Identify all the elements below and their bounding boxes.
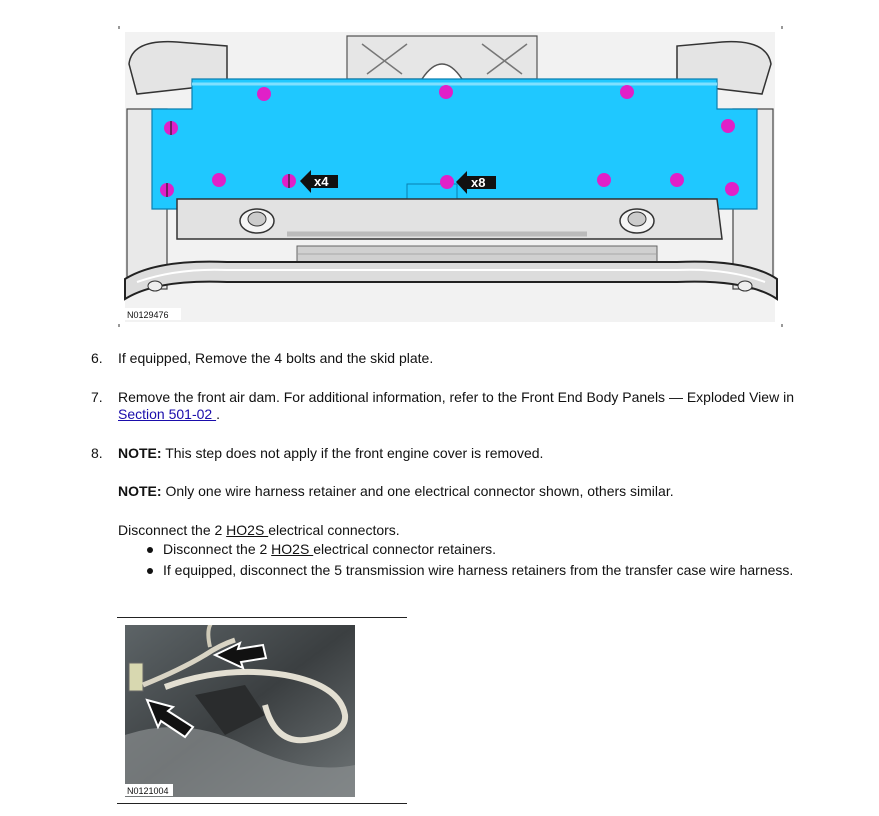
skid-plate-illustration [117, 24, 785, 329]
figure-1-id: N0129476 [127, 310, 169, 320]
figure-bottom-rule [117, 803, 407, 804]
step-text [118, 389, 808, 423]
substep-list [145, 541, 805, 579]
step-text-part: Remove the front air dam. For additional information, refer to the Front End Body Panels — Exploded View in [118, 389, 794, 405]
instruction-text: electrical connectors. [268, 522, 400, 538]
crossmember-bolt-right [620, 209, 654, 233]
instruction-text: Disconnect the 2 [118, 522, 227, 538]
substep-text: If equipped, disconnect the 5 transmission wire harness retainers from the transfer case wire harness. [163, 562, 794, 578]
figure-top-rule [117, 617, 407, 618]
bolt-marker [257, 87, 271, 101]
note-label: NOTE: [118, 445, 162, 461]
step-text-part: . [216, 406, 220, 422]
note-text: Only one wire harness retainer and one electrical connector shown, others similar. [161, 483, 674, 499]
step-text: If equipped, Remove the 4 bolts and the skid plate. [118, 350, 434, 366]
ho2s-abbreviation: HO2S [226, 522, 269, 538]
step-number: 6. [91, 350, 103, 366]
callout-x8-label: x8 [471, 175, 486, 190]
section-501-02-link[interactable]: Section 501-02 [118, 406, 217, 422]
bolt-marker [212, 173, 226, 187]
step-instruction [118, 522, 808, 539]
note-label: NOTE: [118, 483, 162, 499]
bolt-marker [620, 85, 634, 99]
callout-x4-label: x4 [314, 174, 329, 189]
bolt-marker [721, 119, 735, 133]
step-number: 7. [91, 389, 103, 405]
substep-item [145, 541, 805, 558]
bolt-marker [597, 173, 611, 187]
bolt-marker [440, 175, 454, 189]
step-note-2 [118, 483, 808, 500]
bolt-marker [725, 182, 739, 196]
note-text: This step does not apply if the front engine cover is removed. [161, 445, 544, 461]
step-note-1 [118, 445, 808, 462]
connector-photo-drawing [125, 625, 355, 797]
step-number: 8. [91, 445, 103, 461]
connector-photo [125, 625, 355, 797]
bolt-marker [670, 173, 684, 187]
bolt-marker [439, 85, 453, 99]
ho2s-abbreviation: HO2S [271, 541, 314, 557]
skid-plate-drawing [117, 24, 785, 329]
crossmember-bolt-left [240, 209, 274, 233]
substep-text: Disconnect the 2 [163, 541, 272, 557]
substep-item [145, 562, 805, 579]
connector-body [129, 663, 143, 691]
substep-text: electrical connector retainers. [313, 541, 497, 557]
figure-2-id: N0121004 [127, 786, 169, 796]
